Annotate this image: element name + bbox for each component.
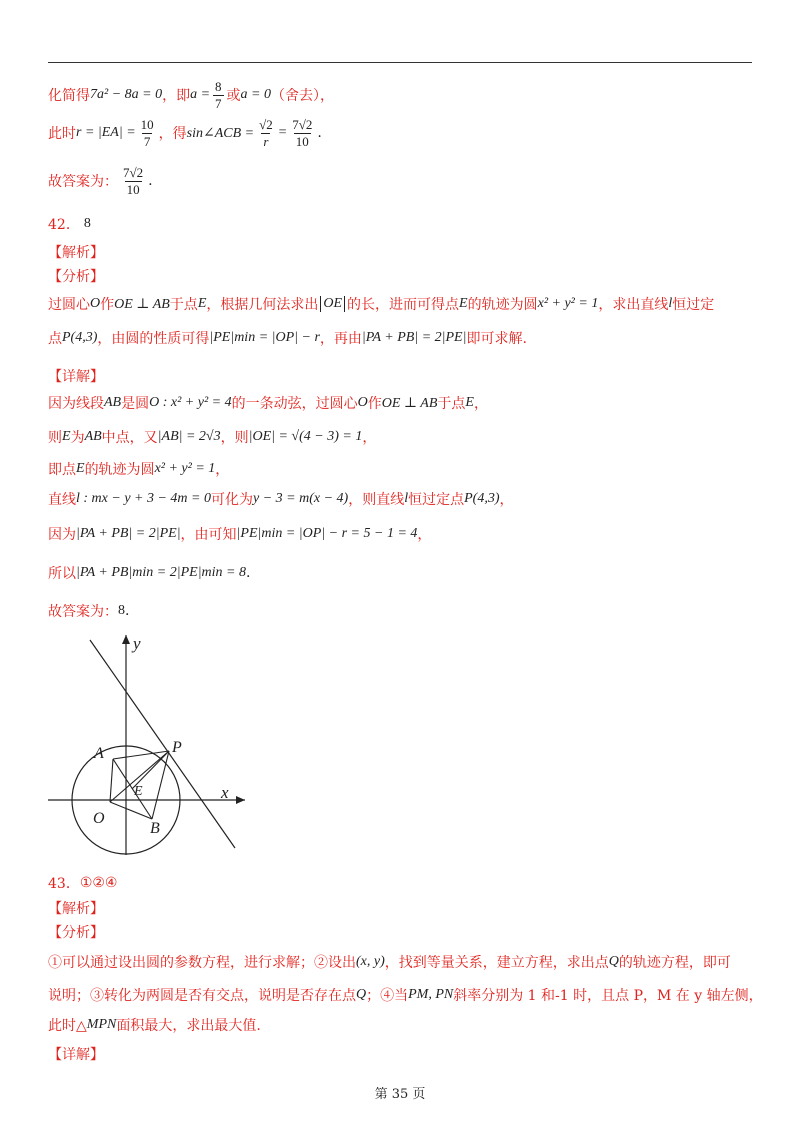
equation: sin∠ACB = [186, 125, 255, 141]
text: . [125, 603, 130, 619]
fraction-numerator: 7√2 [292, 117, 313, 132]
math: OE ⊥ AB [381, 395, 438, 411]
label-a: A [94, 745, 104, 762]
text: 为 [70, 430, 85, 446]
fraction-numerator: 10 [140, 117, 154, 132]
math: E [197, 296, 207, 311]
math: P(4,3) [464, 491, 500, 506]
fraction [213, 80, 224, 110]
math: E [465, 395, 474, 410]
text: ，得 [158, 126, 187, 143]
header-rule [48, 62, 752, 63]
text: ，则直线 [348, 492, 405, 508]
text: ，求出直线 [598, 297, 669, 313]
math: l [404, 491, 409, 506]
text: 于点 [437, 396, 466, 412]
fraction-denominator: 10 [295, 133, 309, 149]
text: 斜率分别为 1 和-1 时，且点 P，M 在 y 轴左侧， [453, 988, 763, 1004]
math: |AB| = 2√3 [157, 429, 221, 444]
text: ，找到等量关系，建立方程，求出点 [384, 955, 609, 971]
text: 此时 [48, 126, 76, 143]
text: 作 [367, 396, 382, 412]
line-simplify [48, 80, 334, 110]
text: ，则 [220, 430, 249, 446]
text: 的轨迹为圆 [467, 297, 538, 313]
fraction-denominator: r [263, 133, 269, 149]
math: x² + y² = 1 [537, 296, 599, 311]
label-x: x [221, 783, 229, 802]
math: |PE|min = |OP| − r [209, 330, 320, 345]
question-number: 43． [48, 876, 80, 892]
tag-fenxi: 【分析】 [48, 269, 104, 285]
math: E [62, 429, 71, 444]
question-answer: ①②④ [79, 875, 118, 891]
math: l : mx − y + 3 − 4m = 0 [76, 491, 211, 506]
math: MPN [86, 1017, 117, 1032]
question-43-header [48, 873, 117, 893]
math: l [668, 296, 673, 311]
detail-line-3 [48, 459, 229, 479]
question-42-header [48, 214, 91, 234]
text: 恒过定 [672, 297, 715, 313]
math: y − 3 = m(x − 4) [253, 491, 349, 506]
math: Q [356, 987, 367, 1002]
math: AB [104, 395, 122, 410]
x-axis-arrow [236, 796, 245, 804]
text: ， [215, 462, 230, 478]
math: OE ⊥ AB [114, 296, 170, 312]
text: 因为线段 [48, 396, 104, 412]
equation: r = |EA| = [76, 125, 136, 141]
label-e: E [134, 784, 143, 799]
math: |PA + PB| = 2|PE| [361, 330, 467, 345]
math: E [459, 296, 468, 311]
text: ；④当 [366, 988, 409, 1004]
fraction [290, 118, 314, 148]
equals-sign: = [277, 125, 288, 141]
text: 说明；③转化为两圆是否有交点，说明是否存在点 [48, 988, 356, 1004]
text: . [148, 173, 153, 190]
text: 的长，进而可得点 [347, 297, 460, 313]
text: ，由圆的性质可得 [97, 331, 210, 347]
text: ，根据几何法求出 [206, 297, 319, 313]
line-l [90, 640, 235, 848]
text: 是圆 [121, 396, 150, 412]
analysis-line-1 [48, 952, 731, 972]
label-b: B [150, 820, 160, 837]
detail-line-1 [48, 393, 488, 413]
text: ，由可知 [180, 527, 237, 543]
equation: 7a² − 8a = 0 [90, 87, 163, 103]
tag-xiangjie: 【详解】 [48, 369, 104, 385]
math: PM, PN [408, 987, 454, 1002]
text: 的一条动弦，过圆心 [231, 396, 358, 412]
page-footer: 第 35 页 [374, 1087, 426, 1102]
tag-jiexi: 【解析】 [48, 245, 104, 261]
analysis-line-1 [48, 294, 714, 314]
fraction [257, 118, 275, 148]
text: ①可以通过设出圆的参数方程，进行求解；②设出 [48, 955, 356, 971]
text: 则 [48, 430, 62, 446]
math: O : x² + y² = 4 [149, 395, 232, 410]
tag-jiexi: 【解析】 [48, 901, 104, 917]
text: 可化为 [211, 492, 253, 508]
fraction-numerator: 7√2 [123, 165, 144, 180]
segment-ao [110, 759, 113, 802]
segment-bp [152, 751, 169, 819]
equation: a = 0 [240, 87, 271, 103]
text: 于点 [169, 297, 198, 313]
answer-line-42 [48, 601, 129, 621]
geometry-figure [40, 630, 250, 860]
fraction [139, 118, 156, 148]
text: 故答案为： [48, 604, 118, 620]
text: ，再由 [319, 331, 362, 347]
tag-fenxi: 【分析】 [48, 925, 104, 941]
text: 即点 [48, 462, 76, 478]
detail-line-5 [48, 524, 431, 544]
math: OE [320, 296, 345, 312]
question-number: 42． [48, 217, 80, 233]
y-axis-arrow [122, 635, 130, 644]
text: 面积最大，求出最大值. [116, 1018, 261, 1034]
question-answer: 8 [83, 216, 91, 231]
detail-line-4 [48, 489, 514, 509]
line-radius [48, 118, 322, 148]
analysis-line-2 [48, 328, 527, 348]
text: 恒过定点 [408, 492, 465, 508]
math: O [357, 395, 368, 410]
math: Q [608, 954, 619, 969]
text: 故答案为： [48, 174, 118, 191]
label-p: P [172, 739, 182, 756]
math: |PE|min = |OP| − r = 5 − 1 = 4 [236, 526, 418, 541]
text: ， [473, 396, 488, 412]
text: ，即 [162, 88, 191, 105]
math: |PA + PB|min = 2|PE|min = 8 [76, 565, 246, 580]
analysis-line-3 [48, 1015, 261, 1035]
text: 或 [226, 88, 241, 105]
text: 因为 [48, 527, 76, 543]
math: (x, y) [356, 954, 385, 969]
segment-ob [110, 802, 152, 819]
text: . [317, 125, 322, 142]
fraction-denominator: 10 [126, 181, 140, 197]
text: 直线 [48, 492, 76, 508]
fraction-numerator: √2 [259, 117, 273, 132]
math: x² + y² = 1 [154, 461, 216, 476]
detail-line-2 [48, 427, 376, 447]
math: O [90, 296, 101, 311]
text: 化简得 [48, 88, 90, 105]
math: |OE| = √(4 − 3) = 1 [248, 429, 363, 444]
text: ， [362, 430, 377, 446]
fraction [121, 166, 145, 196]
text: 的轨迹方程，即可 [618, 955, 731, 971]
analysis-line-2 [48, 985, 763, 1005]
math: |PA + PB| = 2|PE| [76, 526, 181, 541]
text: （舍去）， [271, 88, 334, 105]
tag-xiangjie: 【详解】 [48, 1047, 104, 1063]
math: E [76, 461, 85, 476]
text: . [246, 565, 251, 581]
label-o: O [93, 810, 105, 827]
text: ， [417, 527, 432, 543]
text: 的轨迹为圆 [84, 462, 155, 478]
fraction-numerator: 8 [215, 79, 222, 94]
text: 此时△ [48, 1018, 87, 1034]
fraction-denominator: 7 [215, 95, 222, 111]
text: 即可求解. [466, 331, 527, 347]
equation: a = [190, 87, 211, 103]
math: AB [84, 429, 102, 444]
math: P(4,3) [62, 330, 98, 345]
text: 中点，又 [101, 430, 158, 446]
detail-line-6 [48, 563, 250, 583]
text: 作 [100, 297, 115, 313]
text: ， [499, 492, 514, 508]
text: 过圆心 [48, 297, 90, 313]
label-y: y [133, 634, 141, 653]
text: 点 [48, 331, 62, 347]
line-answer-41 [48, 166, 153, 196]
text: 所以 [48, 566, 76, 582]
fraction-denominator: 7 [143, 133, 151, 149]
answer-value: 8 [118, 603, 125, 618]
